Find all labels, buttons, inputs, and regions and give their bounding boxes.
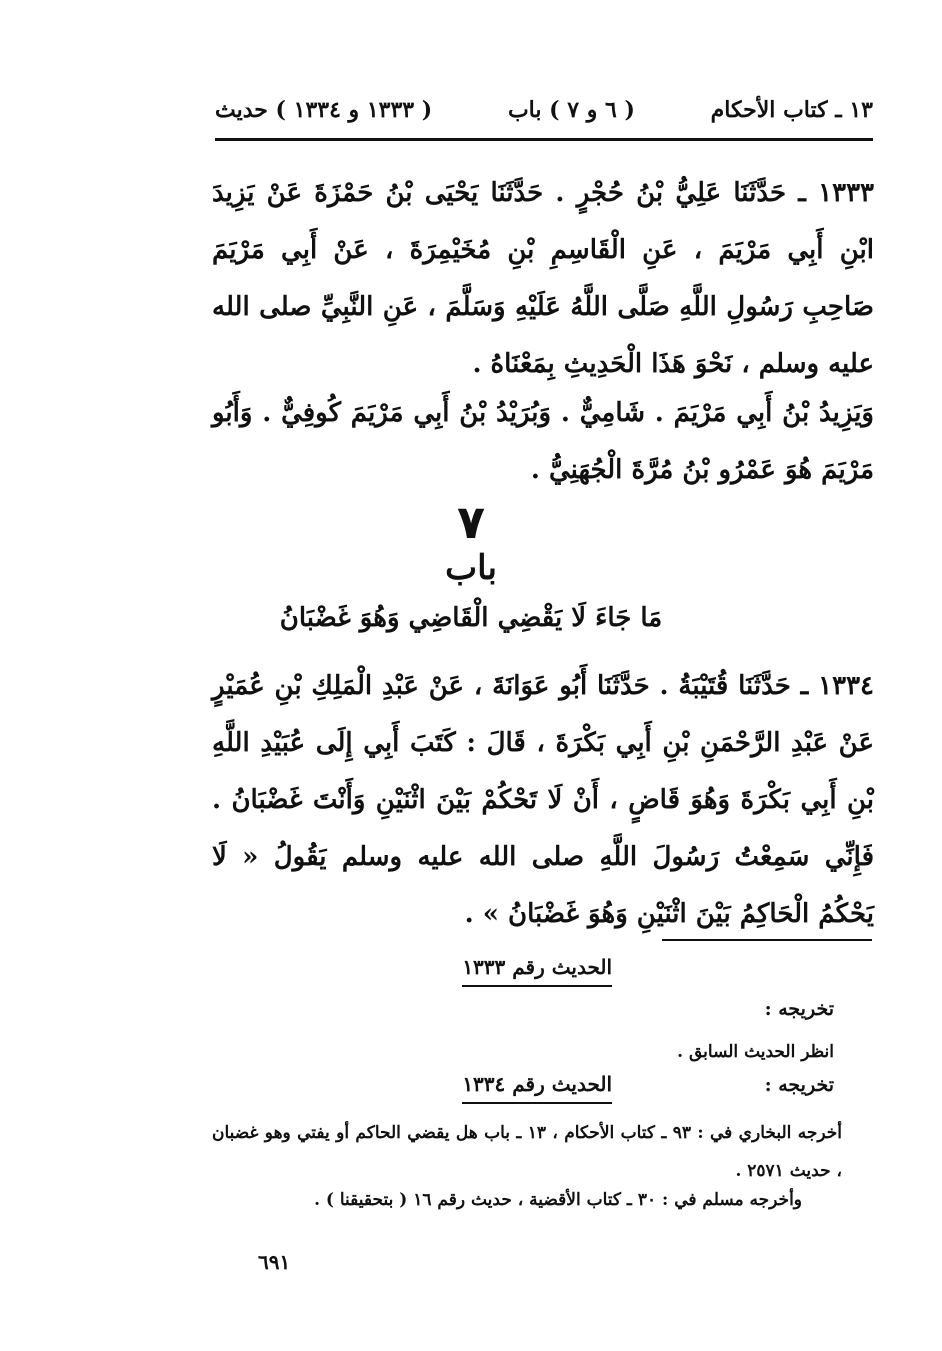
footnote-heading-1333: الحديث رقم ١٣٣٣ xyxy=(462,955,612,987)
chapter-word: باب xyxy=(445,548,497,588)
header-book-title: ١٣ ـ كتاب الأحكام xyxy=(710,97,873,123)
footnote-label-1334: تخريجه : xyxy=(764,1074,834,1096)
chapter-title: مَا جَاءَ لَا يَقْضِي الْقَاضِي وَهُوَ غَضْبَانُ xyxy=(279,603,663,633)
footnote-heading-1334: الحديث رقم ١٣٣٤ xyxy=(462,1072,612,1104)
chapter-number: ٧ xyxy=(456,495,486,549)
hadith-1333-text: ١٣٣٣ ـ حَدَّثَنَا عَلِيُّ بْنُ حُجْرٍ . حَدَّثَنَا يَحْيَى بْنُ حَمْزَةَ عَنْ يَزِيدَ ابْنِ أَبِي مَرْيَمَ ، عَنِ الْقَاسِمِ بْنِ مُخَيْمِرَةَ ، عَنْ أَبِي مَرْيَمَ صَاحِبِ رَسُولِ اللَّهِ صَلَّى اللَّهُ عَلَيْهِ وَسَلَّمَ ، عَنِ النَّبِيِّ صلى الله عليه وسلم ، نَحْوَ هَذَا الْحَدِيثِ بِمَعْنَاهُ . xyxy=(212,178,874,379)
page-number: ٦٩١ xyxy=(258,1250,291,1274)
header-hadith-range: ( ١٣٣٣ و ١٣٣٤ ) حديث xyxy=(215,97,433,123)
header-chapter-range: ( ٦ و ٧ ) باب xyxy=(507,97,635,123)
footnote-text-1333: انظر الحديث السابق . xyxy=(677,1042,834,1062)
footnote-label-1333: تخريجه : xyxy=(764,998,834,1020)
footnote-text-bukhari: أخرجه البخاري في : ٩٣ ـ كتاب الأحكام ، ١٣ ـ باب هل يقضي الحاكم أو يفتي وهو غضبان ، حديث ٢٥٧١ . xyxy=(212,1123,842,1181)
hadith-1334-text: ١٣٣٤ ـ حَدَّثَنَا قُتَيْبَةُ . حَدَّثَنَا أَبُو عَوَانَةَ ، عَنْ عَبْدِ الْمَلِكِ بْنِ عُمَيْرٍ عَنْ عَبْدِ الرَّحْمَنِ بْنِ أَبِي بَكْرَةَ ، قَالَ : كَتَبَ أَبِي إِلَى عُبَيْدِ اللَّهِ بْنِ أَبِي بَكْرَةَ وَهُوَ قَاضٍ ، أَنْ لَا تَحْكُمْ بَيْنَ اثْنَيْنِ وَأَنْتَ غَضْبَانُ . فَإِنِّي سَمِعْتُ رَسُولَ اللَّهِ صلى الله عليه وسلم يَقُولُ « لَا يَحْكُمُ الْحَاكِمُ بَيْنَ اثْنَيْنِ وَهُوَ غَضْبَانُ » . xyxy=(212,671,874,929)
header-rule xyxy=(215,138,873,141)
footnotes-rule xyxy=(662,939,872,941)
hadith-1333-commentary: وَيَزِيدُ بْنُ أَبِي مَرْيَمَ . شَامِيٌّ . وَبُرَيْدُ بْنُ أَبِي مَرْيَمَ كُوفِيٌّ . وَأَبُو مَرْيَمَ هُوَ عَمْرُو بْنُ مُرَّةَ الْجُهَنِيُّ . xyxy=(212,398,874,485)
footnote-text-muslim: وأخرجه مسلم في : ٣٠ ـ كتاب الأقضية ، حديث رقم ١٦ ( بتحقيقنا ) . xyxy=(314,1190,802,1210)
running-header xyxy=(215,90,873,130)
